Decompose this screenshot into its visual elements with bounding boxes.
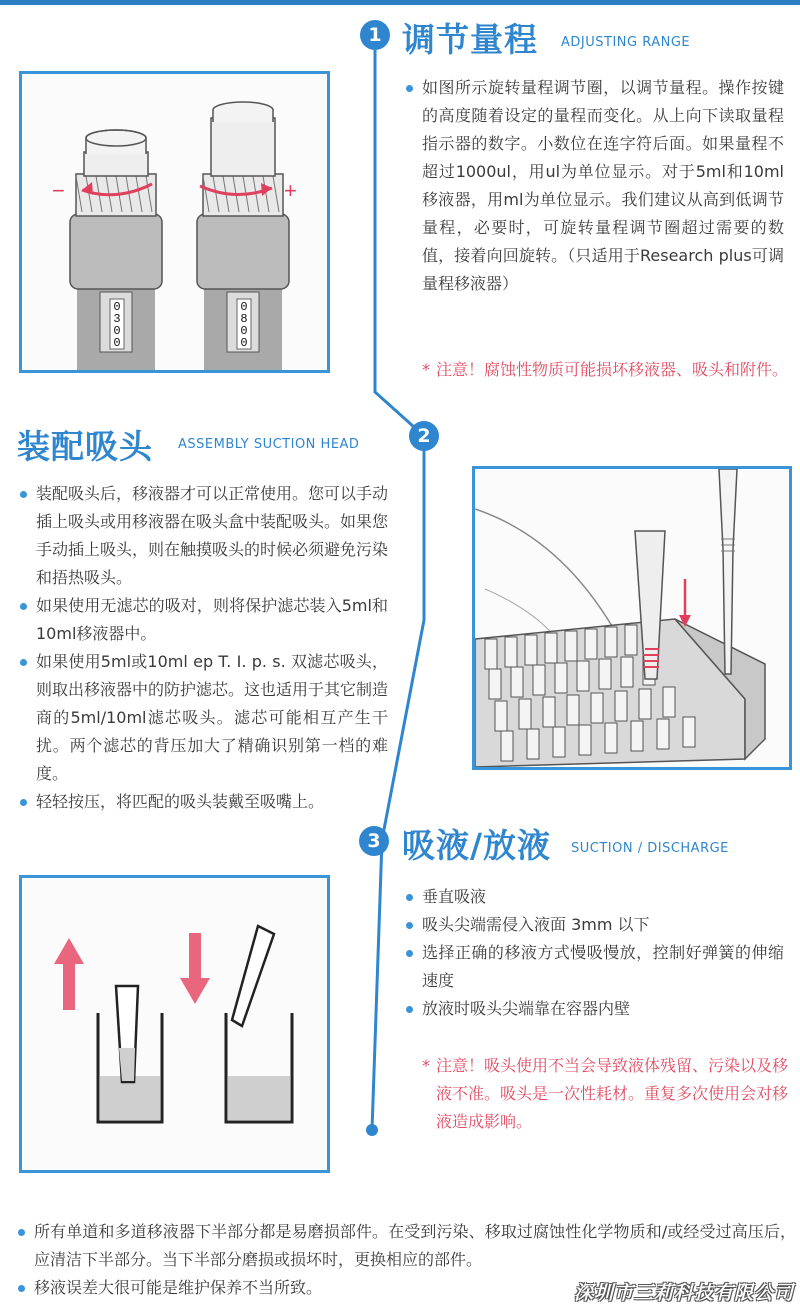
footer-bullet: 移液误差大很可能是维护保养不当所致。 <box>16 1274 796 1302</box>
suction-illustration-frame <box>19 875 330 1173</box>
container-left-icon <box>98 986 162 1122</box>
section3-subtitle: SUCTION / DISCHARGE <box>571 841 729 856</box>
section2-title: 装配吸头 <box>17 427 153 466</box>
section1-paragraph: 如图所示旋转量程调节圈，以调节量程。操作按键的高度随着设定的量程而变化。从上向下读取量程指示器的数字。小数位在连字符后面。如果量程不超过1000ul，用ul为单位显示。对于5ml和10ml移液器，用ml为单位显示。我们建议从高到低调节量程，必要时，可旋转量程调节圈超过需要的数值，接着向回旋转。（只适用于Research plus可调量程移液器） <box>404 74 784 298</box>
pipette-illustration-frame <box>19 71 330 373</box>
section3-warning-text: 注意！吸头使用不当会导致液体残留、污染以及移液不准。吸头是一次性耗材。重复多次使用会对移液造成影响。 <box>436 1056 789 1131</box>
section1-subtitle: ADJUSTING RANGE <box>561 35 691 50</box>
svg-text:0: 0 <box>240 300 248 314</box>
section3-bullet: 吸头尖端需侵入液面 3mm 以下 <box>404 911 784 939</box>
step-2-badge: 2 <box>409 421 439 451</box>
svg-text:0: 0 <box>240 336 248 350</box>
svg-text:0: 0 <box>113 324 121 338</box>
tip-box-illustration-frame <box>472 466 792 770</box>
section2-bullets <box>18 480 388 816</box>
container-right-icon <box>226 926 292 1122</box>
section3-warning: * 注意！吸头使用不当会导致液体残留、污染以及移液不准。吸头是一次性耗材。重复多次使用会对移液造成影响。 <box>422 1056 789 1131</box>
section1-title: 调节量程 <box>402 20 538 59</box>
section3-bullet: 垂直吸液 <box>404 883 784 911</box>
section2-bullet: 如果使用无滤芯的吸对，则将保护滤芯装入5ml和10ml移液器中。 <box>18 592 388 648</box>
section2-subtitle: ASSEMBLY SUCTION HEAD <box>178 437 360 452</box>
suction-discharge-illustration <box>22 878 327 1170</box>
minus-sign: − <box>52 178 65 203</box>
step-1-badge: 1 <box>360 20 390 50</box>
svg-text:3: 3 <box>113 312 121 326</box>
right-display-digits <box>237 299 251 350</box>
svg-text:0: 0 <box>113 300 121 314</box>
section1-warning: * 注意！腐蚀性物质可能损坏移液器、吸头和附件。 <box>422 360 789 379</box>
section2-bullet: 如果使用5ml或10ml ep T. I. p. s. 双滤芯吸头，则取出移液器中的防护滤芯。这也适用于其它制造商的5ml/10ml滤芯吸头。滤芯可能相互产生干扰。两个滤芯的背压加大了精确识别第一档的难度。 <box>18 648 388 788</box>
svg-text:0: 0 <box>113 336 121 350</box>
svg-text:0: 0 <box>240 324 248 338</box>
section3-bullets <box>404 883 784 1023</box>
down-arrow-icon <box>180 933 210 1004</box>
section2-bullet: 轻轻按压，将匹配的吸头装戴至吸嘴上。 <box>18 788 388 816</box>
svg-text:8: 8 <box>240 312 248 326</box>
section1-warning-text: 注意！腐蚀性物质可能损坏移液器、吸头和附件。 <box>436 360 789 379</box>
up-arrow-icon <box>54 938 84 1010</box>
section3-title: 吸液/放液 <box>402 826 552 865</box>
tip-box-illustration <box>475 469 789 767</box>
step-3-badge: 3 <box>359 826 389 856</box>
section3-bullet: 选择正确的移液方式慢吸慢放，控制好弹簧的伸缩速度 <box>404 939 784 995</box>
pipette-range-illustration <box>22 74 327 370</box>
section2-bullet: 装配吸头后，移液器才可以正常使用。您可以手动插上吸头或用移液器在吸头盒中装配吸头。如果您手动插上吸头，则在触摸吸头的时候必须避免污染和捂热吸头。 <box>18 480 388 592</box>
section1-text <box>404 74 784 298</box>
section3-bullet: 放液时吸头尖端靠在容器内壁 <box>404 995 784 1023</box>
plus-sign: + <box>284 178 297 203</box>
company-name: 深圳市三莉科技有限公司 <box>573 1282 794 1304</box>
left-display-digits <box>110 299 124 350</box>
footer-bullet: 所有单道和多道移液器下半部分都是易磨损部件。在受到污染、移取过腐蚀性化学物质和/或经受过高压后，应清洁下半部分。当下半部分磨损或损坏时，更换相应的部件。 <box>16 1218 796 1274</box>
